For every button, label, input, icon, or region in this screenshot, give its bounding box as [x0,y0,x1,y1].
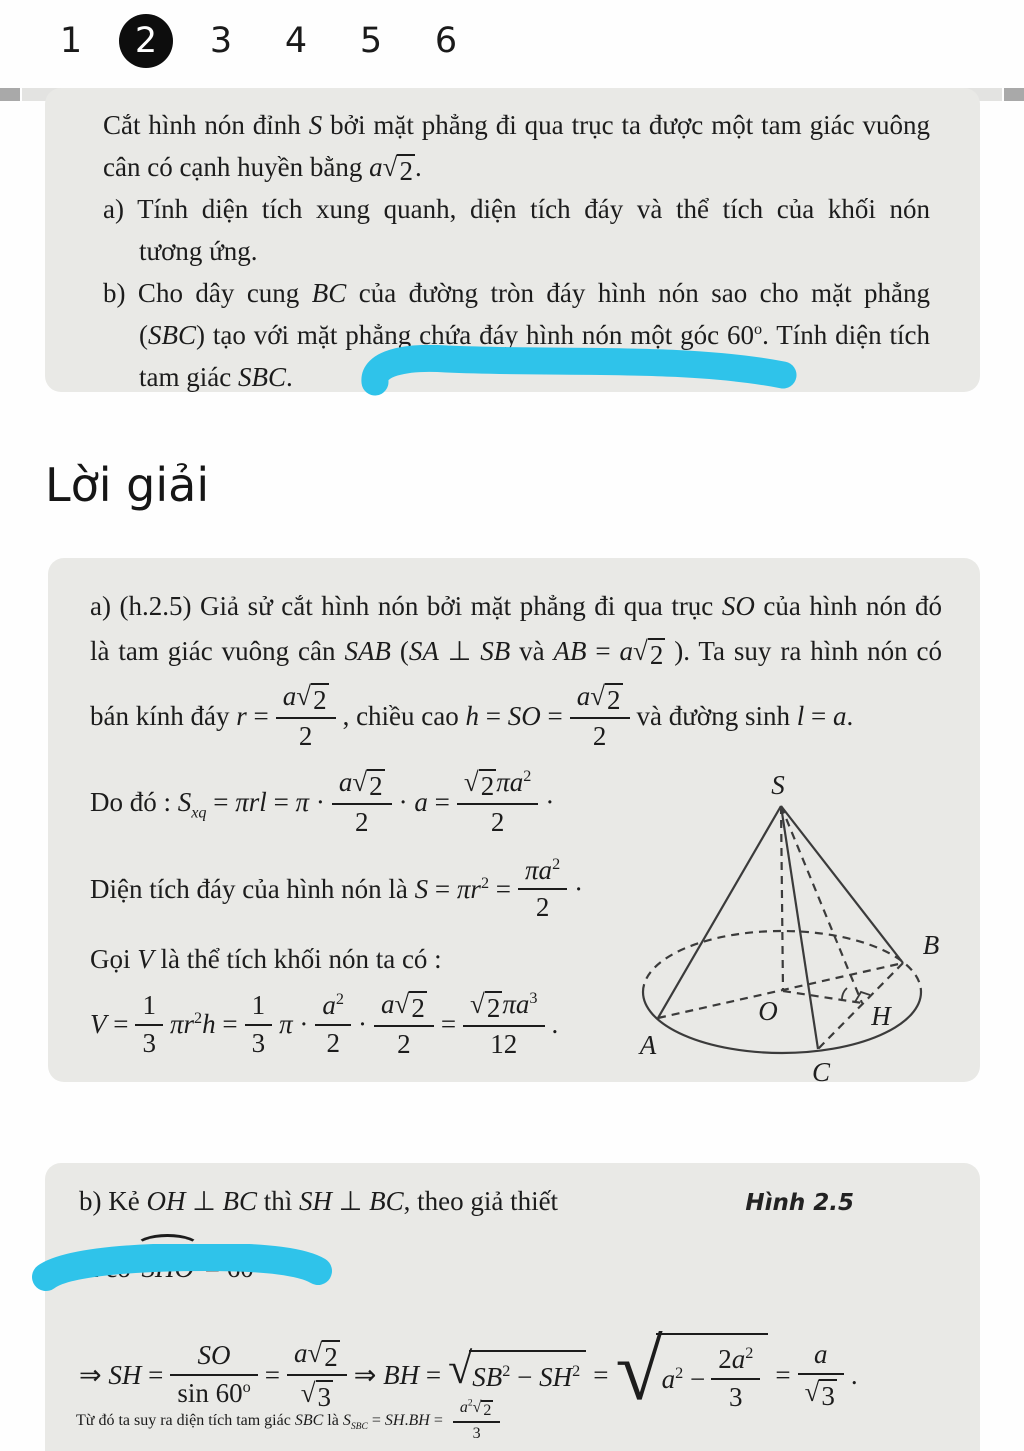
label-C: C [811,1057,831,1084]
edge-SC [781,806,818,1049]
solution-b-line: b) Kẻ OH ⊥ BC thì SH ⊥ BC, theo giả thiết [79,1186,559,1216]
axis-SO [781,806,783,991]
lateral-area-formula: Do đó : $S_{xq} = \pi rl = \pi$ · a √ 2 2 · a = √ 2 $\pi a^2$ 2 · [90,766,635,840]
solution-a-line: a) (h.2.5) Giả sử cắt hình nón bởi mặt phẳng đi qua trục SO của hình nón đó [90,591,942,621]
label-O: O [758,996,778,1026]
label-H: H [871,1001,891,1031]
base-area-formula: Diện tích đáy của hình nón là $S = \pi r^2$ = $\frac{\pi a^2}{2}$ · [90,854,635,926]
chord-AB [658,963,903,1018]
edge-SB [781,806,903,963]
problem-line: tương ứng. [139,236,258,266]
solution-a-line: là tam giác vuông cân SAB (SA ⊥ SB và AB = a √ 2 ). Ta suy ra hình nón có [90,636,943,670]
cone-figure [618,754,1014,1084]
problem-item-a: a) Tính diện tích xung quanh, diện tích đáy và thể tích của khối nón [103,194,930,224]
angle-statement: ta có SHO = $60^o$ [79,1232,940,1291]
sh-bh-formula: ⇒ SH = $\frac{SO}{\sin 60^o}$ = a √ 2 √ 3 ⇒ BH = √ $SB^2 - SH^2$ = √ $a^2$ − $\frac{2a^2}{3}$ = a √ 3 . [79,1322,858,1418]
page-number-3[interactable]: 3 [209,21,233,61]
label-B: B [922,930,940,960]
prev-card-edge [0,88,20,101]
solution-a-card [48,558,980,1082]
pager [44,12,473,70]
angle-arc [842,988,847,1001]
solution-heading: Lời giải [45,458,210,512]
problem-line: cân có cạnh huyền bằng a √ 2 . [103,152,422,186]
page-number-1[interactable]: 1 [59,21,83,61]
problem-line: tam giác SBC. [139,362,293,392]
label-S: S [771,770,785,800]
edge-SA [658,806,781,1018]
volume-formula: V = $\frac{1}{3}$ $\pi r^2h$ = $\frac{1}{3}$ π · $a^2$ 2 · a √ 2 2 = √ 2 $\pi a^3$ 12 . [90,988,650,1062]
label-A: A [639,1030,657,1060]
segment-SH [781,806,862,1003]
solution-a-line: Gọi V là thể tích khối nón ta có : [90,944,442,975]
area-conclusion-line: Từ đó ta suy ra diện tích tam giác SBC là $S_{SBC} = SH.BH$ = $a^2$ √ 2 3 [76,1398,500,1444]
problem-line: (SBC) tạo với mặt phẳng chứa đáy hình nón một góc 60$^o$. Tính diện tích [139,320,930,350]
problem-item-b: b) Cho dây cung BC của đường tròn đáy hình nón sao cho mặt phẳng [103,278,930,308]
figure-caption: Hình 2.5 [745,1190,854,1216]
segment-OH [783,991,862,1003]
next-card-edge [1004,88,1024,101]
page-number-5[interactable]: 5 [359,21,383,61]
radius-height-formula: bán kính đáy r = a √ 2 2 , chiều cao h = SO = a √ 2 2 và đường sinh l = a. [90,680,942,754]
problem-card [45,88,980,392]
problem-line: Cắt hình nón đỉnh S bởi mặt phẳng đi qua trục ta được một tam giác vuông [103,110,930,140]
page-number-2-active[interactable]: 2 [119,14,173,68]
page-number-6[interactable]: 6 [434,21,458,61]
page-number-4[interactable]: 4 [284,21,308,61]
